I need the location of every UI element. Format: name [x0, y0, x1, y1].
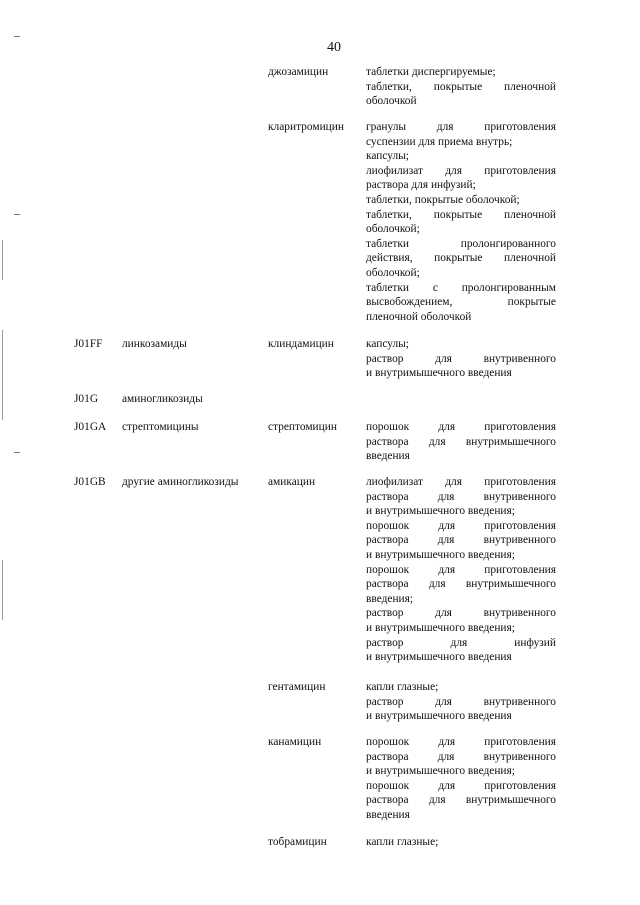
dosage-form-line: высвобождением, покрытые [366, 296, 556, 309]
dosage-form-line: порошок для приготовления [366, 519, 556, 532]
dosage-form-line: таблетки с пролонгированным [366, 281, 556, 294]
dosage-forms [366, 680, 556, 724]
drug-name: стрептомицин [268, 421, 337, 433]
dosage-forms [366, 735, 556, 823]
atc-code: J01FF [74, 338, 103, 350]
atc-code: J01G [74, 393, 99, 405]
drug-name: амикацин [268, 476, 316, 488]
margin-tick [14, 214, 20, 215]
atc-group-name: линкозамиды [122, 338, 187, 350]
atc-code: J01GB [74, 476, 106, 488]
dosage-form-line: действия, покрытые пленочной [366, 252, 556, 265]
dosage-form-line: раствора для внутривенного [366, 534, 556, 547]
drug-name: тобрамицин [268, 836, 327, 848]
dosage-form-line: раствора для внутривенного [366, 750, 556, 763]
dosage-form-line: порошок для приготовления [366, 736, 556, 748]
dosage-form-line: порошок для приготовления [366, 563, 556, 576]
dosage-form-line: раствора для инфузий; [366, 179, 476, 192]
atc-code: J01GA [74, 421, 107, 433]
dosage-form-line: таблетки диспергируемые; [366, 66, 496, 78]
dosage-form-line: порошок для приготовления [366, 779, 556, 792]
dosage-form-line: таблетки пролонгированного [366, 237, 556, 250]
dosage-forms [366, 337, 556, 381]
margin-tick [14, 452, 20, 453]
dosage-form-line: раствора для внутримышечного [366, 435, 556, 448]
dosage-form-line: оболочкой; [366, 266, 420, 279]
dosage-forms [366, 65, 556, 109]
dosage-form-line: капли глазные; [366, 836, 439, 848]
dosage-form-line: порошок для приготовления [366, 421, 556, 433]
dosage-form-line: и внутримышечного введения; [366, 765, 515, 778]
dosage-form-line: введения [366, 450, 410, 463]
dosage-form-line: лиофилизат для приготовления [366, 164, 556, 177]
scan-edge-mark [2, 330, 3, 420]
dosage-forms [366, 420, 556, 464]
dosage-form-line: таблетки, покрытые пленочной [366, 208, 556, 221]
dosage-form-line: пленочной оболочкой [366, 310, 472, 323]
scan-edge-mark [2, 560, 3, 620]
dosage-form-line: таблетки, покрытые оболочкой; [366, 193, 520, 206]
dosage-form-line: гранулы для приготовления [366, 121, 556, 133]
dosage-form-line: раствор для внутривенного [366, 695, 556, 708]
dosage-form-line: раствора для внутримышечного [366, 794, 556, 807]
dosage-form-line: и внутримышечного введения [366, 367, 512, 380]
dosage-forms [366, 120, 556, 324]
atc-group-name: стрептомицины [122, 421, 199, 433]
drug-name: гентамицин [268, 681, 326, 693]
dosage-form-line: оболочкой [366, 95, 417, 108]
dosage-forms [366, 475, 556, 665]
dosage-form-line: и внутримышечного введения [366, 651, 512, 664]
dosage-form-line: суспензии для приема внутрь; [366, 135, 513, 148]
dosage-form-line: и внутримышечного введения; [366, 548, 515, 561]
drug-name: канамицин [268, 736, 322, 748]
margin-tick [14, 36, 20, 37]
drug-name: джозамицин [268, 66, 329, 78]
scan-edge-mark [2, 240, 3, 280]
dosage-form-line: капсулы; [366, 338, 409, 350]
dosage-form-line: раствор для инфузий [366, 636, 556, 649]
atc-group-name: другие аминогликозиды [122, 476, 239, 488]
dosage-form-line: раствор для внутривенного [366, 607, 556, 620]
drug-name: кларитромицин [268, 121, 344, 133]
atc-group-name: аминогликозиды [122, 393, 203, 405]
dosage-form-line: и внутримышечного введения [366, 710, 512, 723]
dosage-form-line: раствора для внутривенного [366, 490, 556, 503]
dosage-form-line: и внутримышечного введения; [366, 505, 515, 518]
page-number: 40 [327, 40, 341, 55]
dosage-form-line: капсулы; [366, 150, 409, 163]
dosage-form-line: введения [366, 808, 410, 821]
dosage-form-line: раствора для внутримышечного [366, 578, 556, 591]
dosage-form-line: и внутримышечного введения; [366, 621, 515, 634]
drug-name: клиндамицин [268, 338, 334, 350]
dosage-form-line: лиофилизат для приготовления [366, 476, 556, 488]
dosage-forms [366, 835, 556, 850]
dosage-form-line: капли глазные; [366, 681, 439, 693]
dosage-form-line: таблетки, покрытые пленочной [366, 80, 556, 93]
dosage-form-line: раствор для внутривенного [366, 352, 556, 365]
dosage-form-line: введения; [366, 592, 414, 605]
dosage-form-line: оболочкой; [366, 223, 420, 236]
